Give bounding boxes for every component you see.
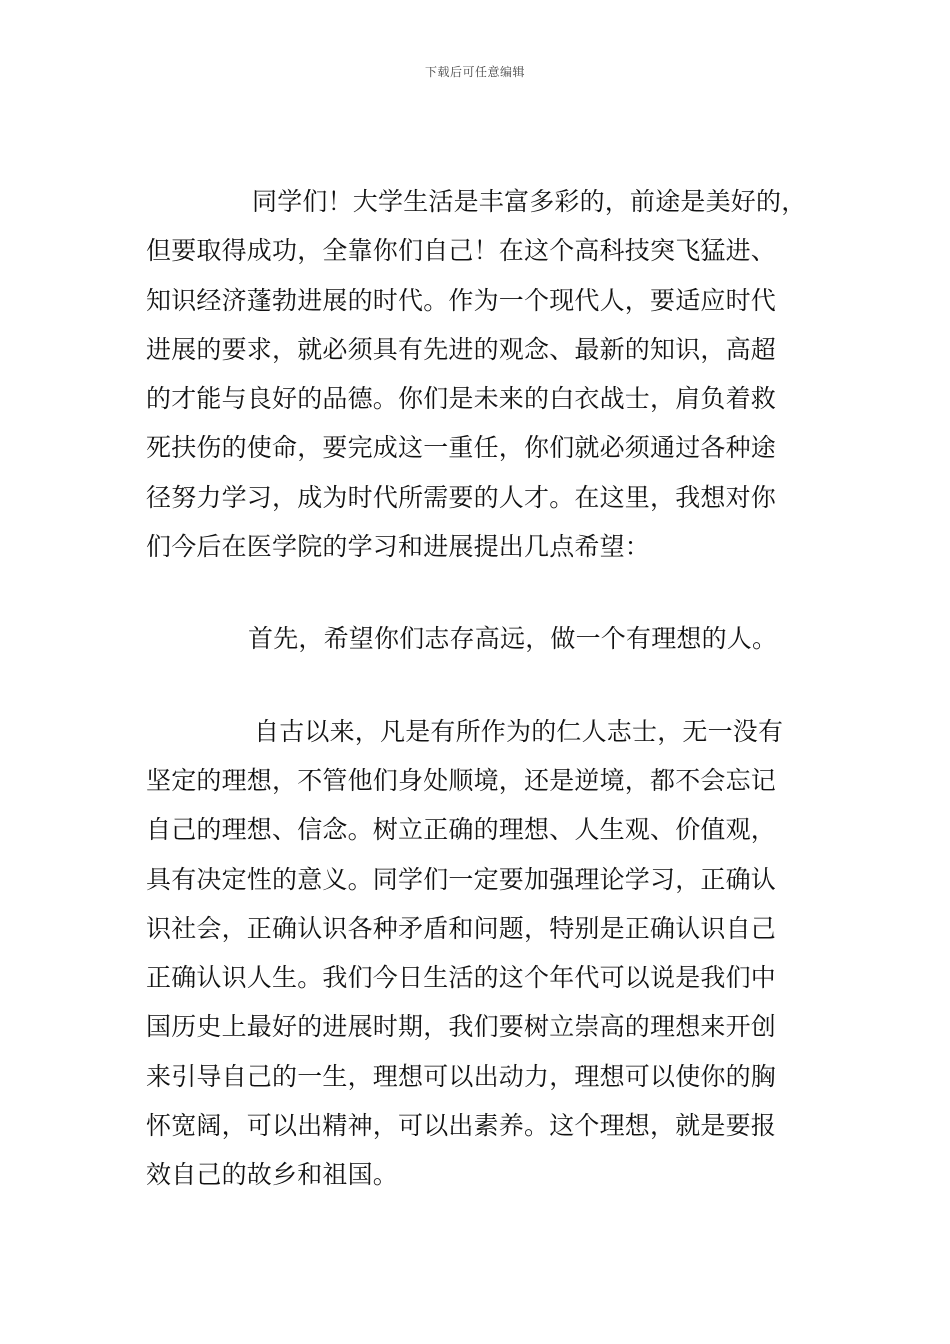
paragraph-line: 正确认识人生。我们今日生活的这个年代可以说是我们中	[146, 963, 777, 993]
paragraph-line: 但要取得成功，全靠你们自己！在这个高科技突飞猛进、	[146, 236, 777, 266]
document-body	[146, 177, 814, 1200]
paragraph-line: 自古以来，凡是有所作为的仁人志士，无一没有	[254, 716, 784, 746]
paragraph-line: 国历史上最好的进展时期，我们要树立崇高的理想来开创	[146, 1012, 777, 1042]
paragraph-line: 首先，希望你们志存高远，做一个有理想的人。	[248, 624, 778, 654]
paragraph-line: 来引导自己的一生，理想可以出动力，理想可以使你的胸	[146, 1061, 777, 1091]
paragraph-line: 进展的要求，就必须具有先进的观念、最新的知识，高超	[146, 334, 777, 364]
paragraph-line: 识社会，正确认识各种矛盾和问题，特别是正确认识自己	[146, 913, 777, 943]
paragraph-line: 坚定的理想，不管他们身处顺境，还是逆境，都不会忘记	[146, 765, 777, 795]
paragraph-line: 径努力学习，成为时代所需要的人才。在这里，我想对你	[146, 482, 777, 512]
paragraph-line: 自己的理想、信念。树立正确的理想、人生观、价值观，	[146, 815, 777, 845]
paragraph-line: 死扶伤的使命，要完成这一重任，你们就必须通过各种途	[146, 433, 777, 463]
paragraph-line: 同学们！大学生活是丰富多彩的，前途是美好的，	[252, 187, 807, 216]
paragraph-3	[146, 707, 814, 1200]
paragraph-line: 具有决定性的意义。同学们一定要加强理论学习，正确认	[146, 864, 777, 894]
paragraph-spacer	[146, 571, 814, 614]
paragraph-line: 效自己的故乡和祖国。	[146, 1160, 399, 1190]
paragraph-1	[146, 177, 814, 571]
paragraph-line: 知识经济蓬勃进展的时代。作为一个现代人，要适应时代	[146, 285, 777, 315]
paragraph-line: 怀宽阔，可以出精神，可以出素养。这个理想，就是要报	[146, 1111, 777, 1141]
paragraph-spacer	[146, 664, 814, 707]
paragraph-line: 的才能与良好的品德。你们是未来的白衣战士，肩负着救	[146, 384, 777, 414]
paragraph-line: 们今后在医学院的学习和进展提出几点希望：	[146, 532, 651, 562]
page-header: 下载后可任意编辑	[424, 65, 525, 79]
paragraph-2	[146, 614, 814, 663]
